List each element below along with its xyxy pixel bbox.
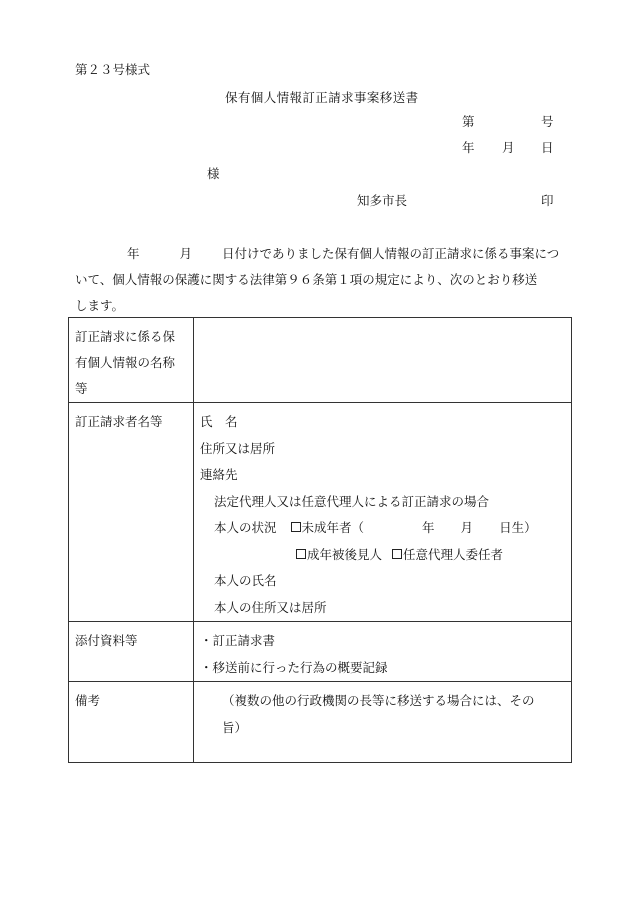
label-cell [69, 403, 194, 622]
attachment-item-2: ・移送前に行った行為の概要記録 [200, 659, 388, 675]
body-year: 年 [127, 246, 140, 261]
label-cell [69, 622, 194, 682]
minor-checkbox[interactable] [291, 522, 301, 532]
guardian-options-line [200, 542, 571, 569]
row2-label: 訂正請求者名等 [75, 414, 163, 429]
principal-address: 本人の住所又は居所 [214, 599, 327, 615]
recipient-honorific: 様 [207, 166, 220, 181]
body-line-2: いて、個人情報の保護に関する法律第９６条第１項の規定により、次のとおり移送 [75, 272, 538, 287]
doc-number-suffix: 号 [541, 114, 554, 129]
agent-case-heading: 法定代理人又は任意代理人による訂正請求の場合 [214, 493, 490, 509]
body-line-1-rest: 日付けでありました保有個人情報の訂正請求に係る事案につ [222, 246, 560, 261]
requester-contact: 連絡先 [200, 467, 238, 482]
table-row [69, 622, 572, 682]
doc-number-prefix: 第 [462, 114, 475, 129]
attachment-item-1: ・訂正請求書 [200, 633, 276, 648]
value-cell [194, 318, 572, 403]
label-cell [69, 318, 194, 403]
value-cell [194, 622, 572, 682]
body-month: 月 [179, 246, 193, 261]
requester-name: 氏 名 [200, 414, 238, 429]
delegator-checkbox[interactable] [392, 549, 402, 559]
row3-label: 添付資料等 [75, 633, 138, 648]
date-year: 年 [462, 140, 475, 155]
document-title: 保有個人情報訂正請求事案移送書 [225, 90, 419, 105]
form-number: 第２３号様式 [75, 62, 151, 77]
body-line-3: します。 [75, 298, 125, 313]
table-row [69, 682, 572, 763]
remarks-note: （複数の他の行政機関の長等に移送する場合には、その旨） [222, 693, 535, 735]
seal-mark: 印 [541, 193, 554, 208]
minor-month: 月 [460, 520, 474, 535]
value-cell [194, 403, 572, 622]
row1-label: 訂正請求に係る保有個人情報の名称等 [75, 329, 176, 396]
label-cell [69, 682, 194, 763]
value-cell [194, 682, 572, 763]
principal-status-line [200, 515, 571, 542]
principal-name: 本人の氏名 [214, 573, 277, 588]
minor-year: 年 [422, 520, 435, 535]
ward-checkbox[interactable] [296, 549, 306, 559]
ward-label: 成年被後見人 [307, 546, 383, 562]
transfer-details-table [68, 317, 572, 763]
table-row [69, 403, 572, 622]
requester-address: 住所又は居所 [200, 440, 276, 456]
row4-label: 備考 [75, 693, 101, 708]
minor-day: 日生） [499, 520, 537, 535]
body-paragraph [75, 241, 575, 319]
delegator-label: 任意代理人委任者 [403, 546, 504, 562]
status-label: 本人の状況 [214, 520, 277, 535]
date-month: 月 [502, 140, 515, 155]
body-line-1 [75, 241, 575, 267]
sender-name: 知多市長 [357, 193, 408, 208]
table-row [69, 318, 572, 403]
minor-label: 未成年者（ [301, 520, 365, 535]
date-day: 日 [541, 140, 554, 155]
